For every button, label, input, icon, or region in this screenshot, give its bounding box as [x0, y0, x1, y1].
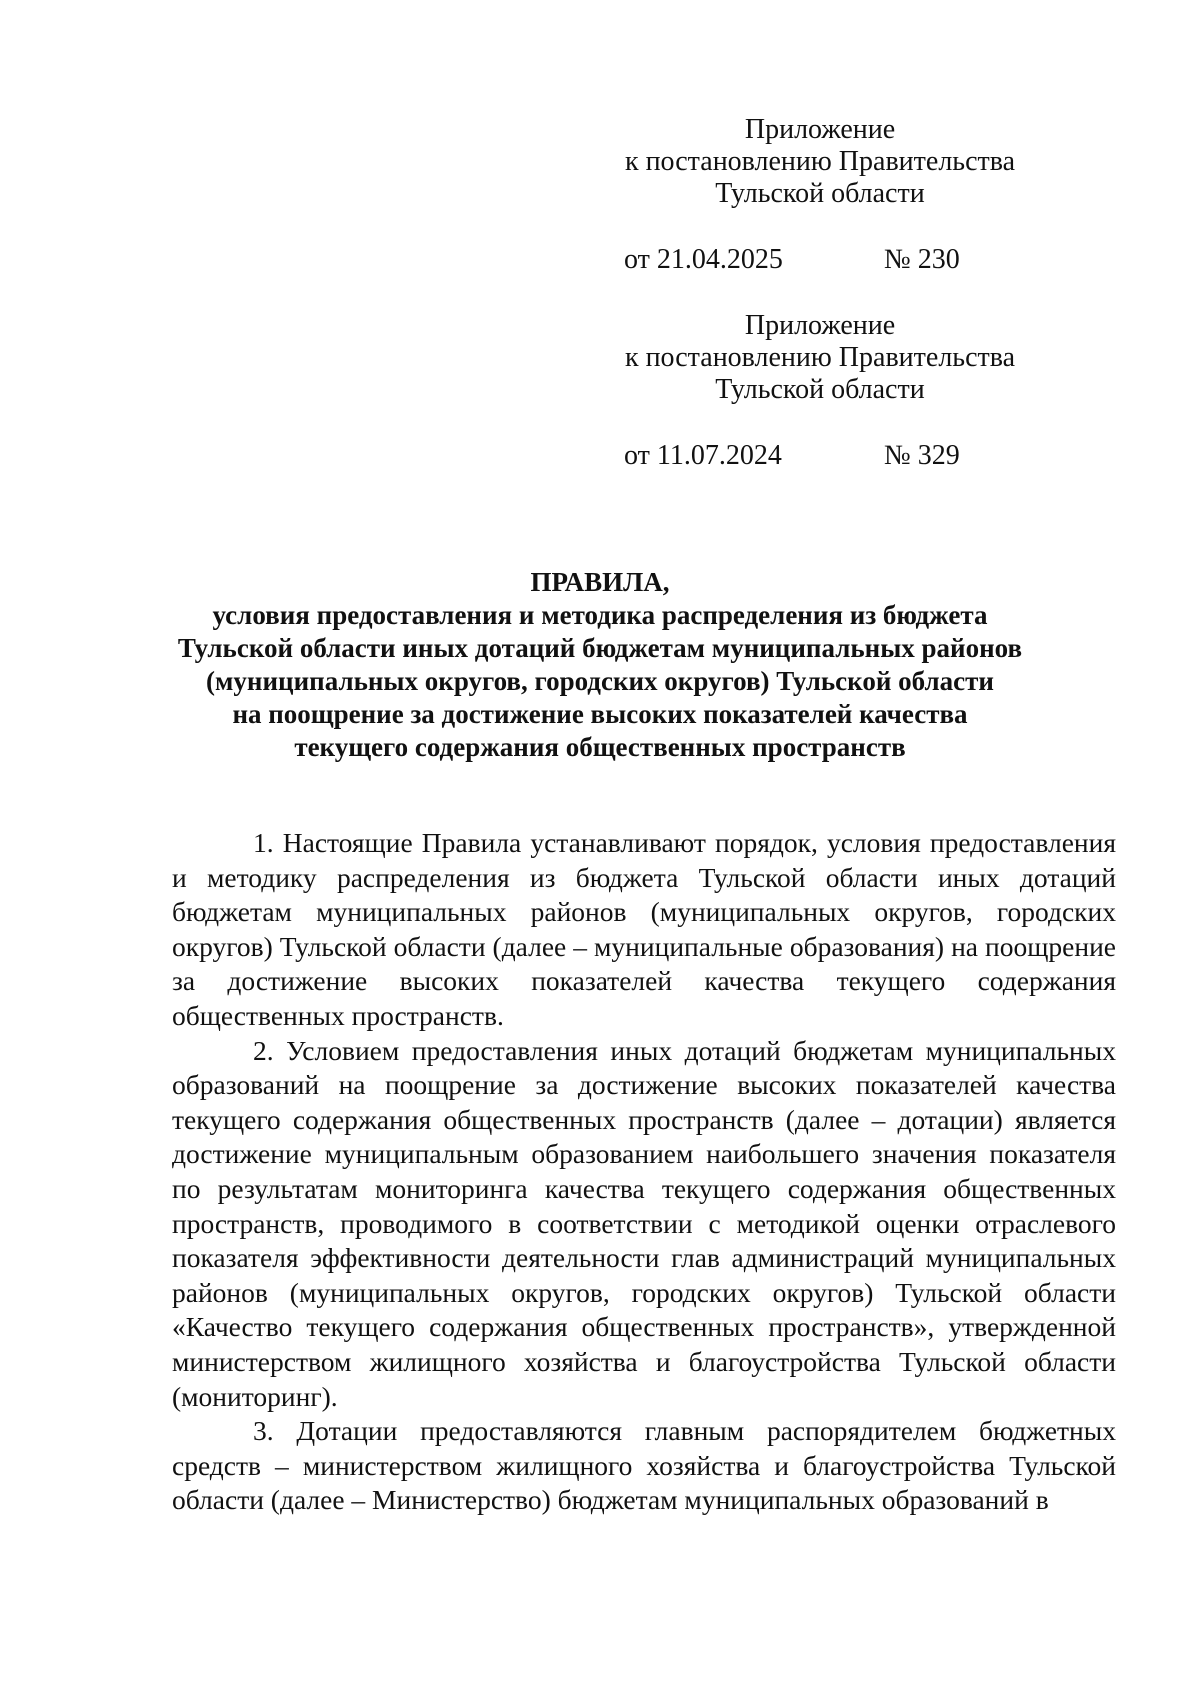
title-line: на поощрение за достижение высоких показателей качества [232, 699, 968, 729]
appendix-number: № 230 [884, 244, 960, 275]
title-line: ПРАВИЛА, [530, 567, 670, 597]
paragraph-3: 3. Дотации предоставляются главным распорядителем бюджетных средств – министерством жилищного хозяйства и благоустройства Тульской области (далее – Министерство) бюджетам муниципальных образований в [172, 1415, 1116, 1516]
appendix-date: от 21.04.2025 [624, 244, 783, 275]
document-title [150, 566, 1050, 764]
title-line: текущего содержания общественных пространств [294, 732, 906, 762]
appendix-current-date-row [624, 244, 960, 276]
paragraph-2: 2. Условием предоставления иных дотаций бюджетам муниципальных образований на поощрение за достижение высоких показателей качества текущего содержания общественных пространств (далее – дотации) является достижение муниципальным образованием наибольшего значения показателя по результатам мониторинга качества текущего содержания общественных пространств, проводимого в соответствии с методикой оценки отраслевого показателя эффективности деятельности глав администраций муниципальных районов (муниципальных округов, городских округов) Тульской области «Качество текущего содержания общественных пространств», утвержденной министерством жилищного хозяйства и благоустройства Тульской области (мониторинг). [172, 1034, 1116, 1412]
title-line: (муниципальных округов, городских округов) Тульской области [206, 666, 994, 696]
appendix-resolution-label: к постановлению Правительства [624, 146, 1016, 177]
appendix-resolution-label: к постановлению Правительства [624, 342, 1016, 373]
appendix-region-label: Тульской области [715, 374, 925, 405]
appendix-label: Приложение [744, 114, 896, 145]
appendix-original-header [600, 310, 1040, 406]
appendix-region-label: Тульской области [715, 178, 925, 209]
title-line: условия предоставления и методика распределения из бюджета [212, 600, 988, 630]
appendix-current-header [600, 114, 1040, 210]
appendix-date: от 11.07.2024 [624, 440, 782, 471]
title-line: Тульской области иных дотаций бюджетам муниципальных районов [177, 633, 1023, 663]
appendix-label: Приложение [744, 310, 896, 341]
document-body [172, 826, 1116, 1518]
appendix-number: № 329 [884, 440, 960, 471]
paragraph-1: 1. Настоящие Правила устанавливают порядок, условия предоставления и методику распределения из бюджета Тульской области иных дотаций бюджетам муниципальных районов (муниципальных округов, городских округов) Тульской области (далее – муниципальные образования) на поощрение за достижение высоких показателей качества текущего содержания общественных пространств. [172, 827, 1116, 1031]
appendix-original-date-row [624, 440, 960, 472]
